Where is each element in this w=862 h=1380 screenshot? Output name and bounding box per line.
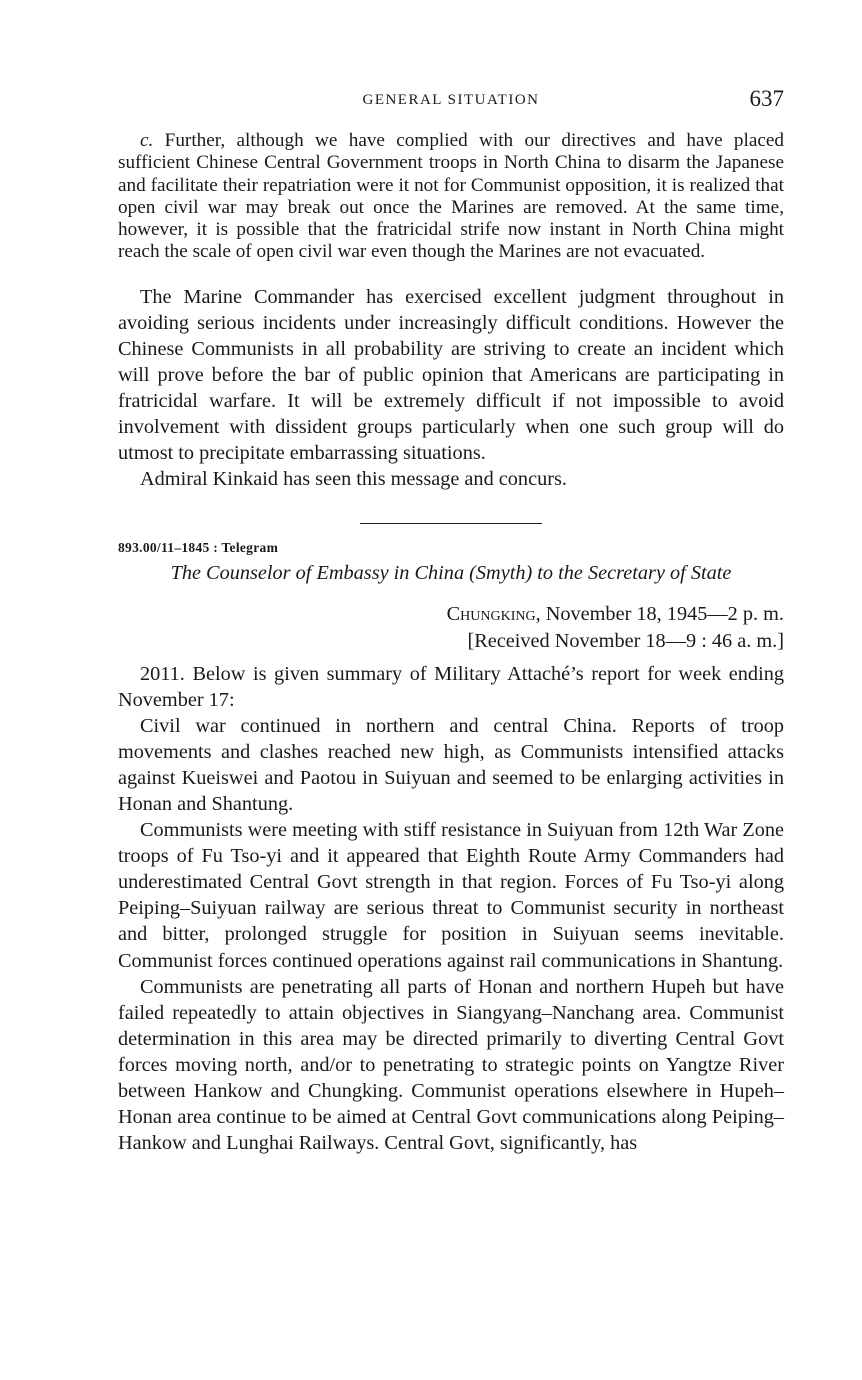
paragraph-c-text: Further, although we have complied with our directives and have placed sufficient Chinese Central Government troops in North China to disarm the Japanese and facilitate their repatriation were it not for Communist opposition, it is realized that open civil war may break out once the Marines are removed. At the same time, however, it is possible that the fratricidal strife now instant in North China might reach the scale of open civil war even though the Marines are not evacuated. [118, 130, 785, 263]
paragraph-c [118, 130, 784, 264]
running-title: GENERAL SITUATION [362, 92, 540, 108]
section-divider [360, 523, 542, 524]
dateline-date: , November 18, 1945—2 p. m. [535, 602, 784, 625]
document-reference: 893.00/11–1845 : Telegram [118, 539, 279, 555]
telegram-paragraph: Civil war continued in northern and central China. Reports of troop movements and clashes reached new high, as Communists intensified attacks against Kueiswei and Paotou in Suiyuan and seemed to be enlarging activities in Honan and Shantung. [118, 714, 784, 815]
dateline-place: Chungking [446, 602, 536, 625]
paragraph-marine-commander: The Marine Commander has exercised excellent judgment throughout in avoiding serious incidents under increasingly difficult conditions. However the Chinese Communists in all probability are striving to create an incident which will prove before the bar of public opinion that Americans are participating in fratricidal warfare. It will be extremely difficult if not impossible to avoid involvement with dissident groups particularly when one such group will do utmost to precipitate embarrassing situations. [118, 285, 784, 465]
telegram-paragraph: Communists were meeting with stiff resistance in Suiyuan from 12th War Zone troops of Fu Tso-yi and it appeared that Eighth Route Army Commanders had underestimated Central Govt strength in that region. Forces of Fu Tso-yi along Peiping–Suiyuan railway are serious threat to Communist security in northeast and bitter, prolonged struggle for position in Suiyuan seems inevitable. Communist forces continued operations against rail communications in Shantung. [118, 819, 784, 972]
running-head [118, 86, 784, 116]
page-body [118, 130, 784, 1156]
received-line: [Received November 18—9 : 46 a. m.] [467, 629, 784, 652]
telegram-paragraph: 2011. Below is given summary of Military Attaché’s report for week ending November 17: [118, 662, 784, 711]
document-title: The Counselor of Embassy in China (Smyth) to the Secretary of State [170, 561, 732, 584]
page-number: 637 [749, 86, 784, 111]
paragraph-c-label: c. [140, 130, 154, 151]
telegram-paragraph: Communists are penetrating all parts of Honan and northern Hupeh but have failed repeatedly to attain objectives in Siangyang–Nanchang area. Communist determination in this area may be directed primarily to diverting Central Govt forces moving north, and/or to penetrating to strategic points on Yangtze River between Hankow and Chungking. Communist operations elsewhere in Hupeh–Honan area continue to be aimed at Central Govt communications along Peiping–Hankow and Lunghai Railways. Central Govt, significantly, has [118, 975, 784, 1155]
dateline [118, 601, 784, 628]
paragraph-kinkaid: Admiral Kinkaid has seen this message and concurs. [140, 468, 567, 491]
